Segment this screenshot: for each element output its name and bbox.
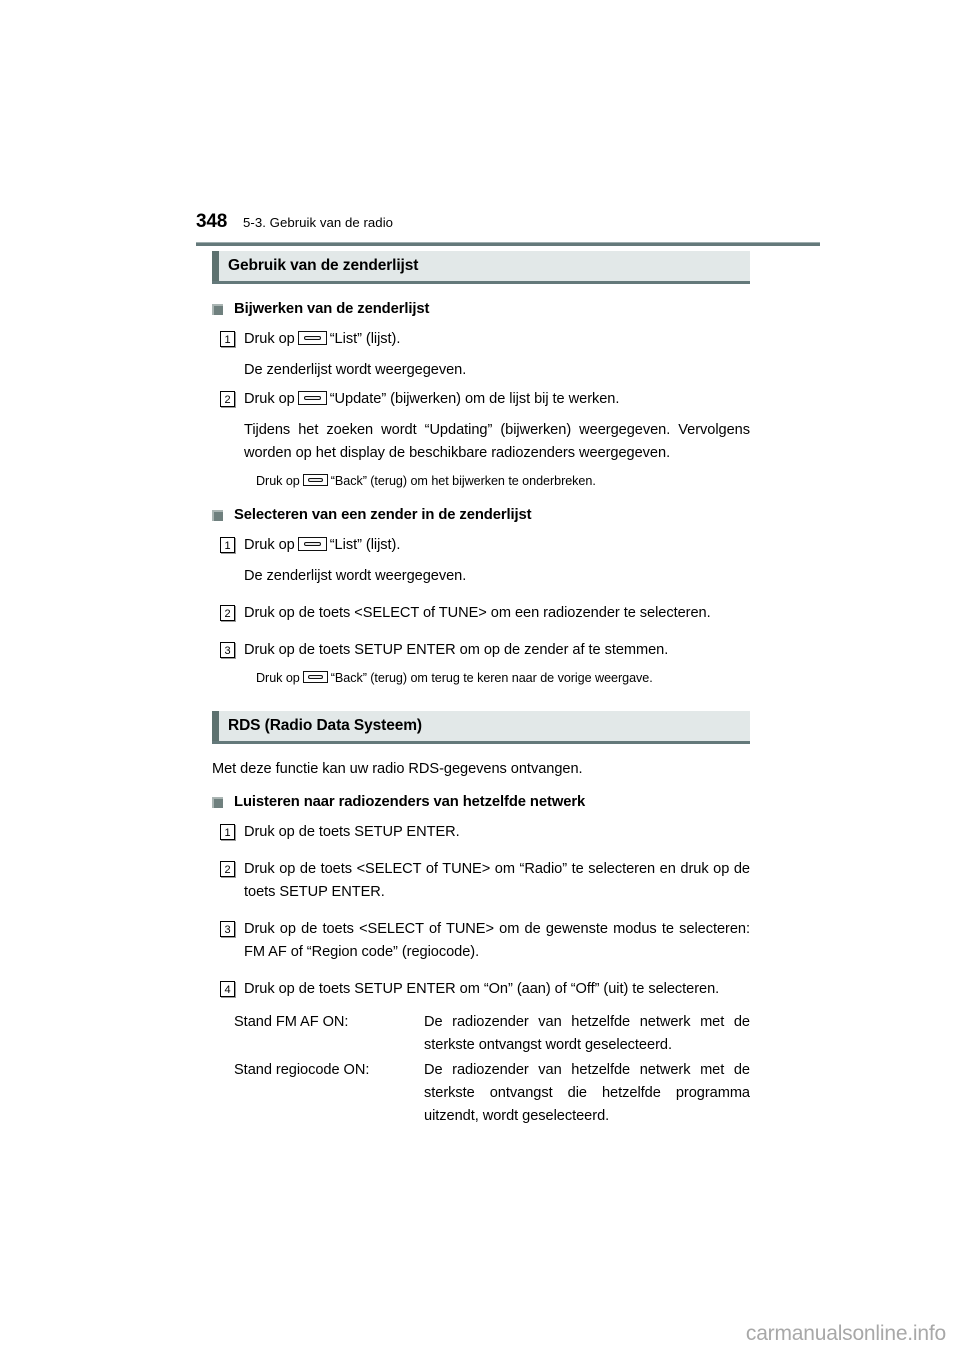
step-item (212, 534, 750, 557)
step-text: Druk op de toets SETUP ENTER. (244, 824, 460, 840)
step-number-badge: 4 (220, 981, 235, 997)
definition-description: De radiozender van hetzelfde netwerk met de sterkste ontvangst wordt geselecteerd. (424, 1014, 750, 1053)
step-text-before: Druk op (244, 331, 295, 347)
square-bullet-icon (212, 304, 223, 315)
mode-definition-list (212, 1011, 750, 1128)
note-text-before: Druk op (256, 671, 300, 685)
section-title: Gebruik van de zenderlijst (228, 257, 419, 274)
definition-term: Stand regiocode ON: (234, 1062, 370, 1078)
subheading-label: Luisteren naar radiozenders van hetzelfde netwerk (234, 794, 586, 810)
step-number-badge: 2 (220, 391, 235, 407)
step-text: Druk op de toets <SELECT of TUNE> om de gewenste modus te selecteren: FM AF of “Region code” (regiocode). (244, 921, 750, 960)
subheading-bijwerken (212, 298, 750, 320)
page-content (212, 251, 750, 1130)
step-item (212, 328, 750, 351)
hardware-button-icon (298, 537, 327, 551)
step-note-back-vorige-weergave (212, 668, 750, 689)
header-divider-rule (196, 242, 820, 246)
step-text-after: “List” (lijst). (329, 537, 401, 553)
step-item (212, 978, 750, 1001)
definition-description: De radiozender van hetzelfde netwerk met de sterkste ontvangst die hetzelfde programma uitzendt, wordt geselecteerd. (424, 1062, 750, 1124)
step-text-before: Druk op (244, 391, 295, 407)
subheading-luisteren (212, 791, 750, 813)
step-item (212, 388, 750, 411)
step-item (212, 821, 750, 844)
step-number-badge: 1 (220, 824, 235, 840)
section-header-rds (212, 711, 750, 744)
step-item (212, 858, 750, 904)
step-text: Druk op de toets <SELECT of TUNE> om een radiozender te selecteren. (244, 605, 711, 621)
page-number: 348 (196, 211, 228, 232)
subheading-selecteren (212, 504, 750, 526)
step-text-before: Druk op (244, 537, 295, 553)
note-text-after: “Back” (terug) om terug te keren naar de vorige weergave. (330, 671, 653, 685)
hardware-button-icon (298, 331, 327, 345)
step-text-after: “List” (lijst). (329, 331, 401, 347)
step-item (212, 602, 750, 625)
subheading-label: Bijwerken van de zenderlijst (234, 301, 430, 317)
step-number-badge: 1 (220, 331, 235, 347)
square-bullet-icon (212, 797, 223, 808)
definition-row (234, 1059, 750, 1128)
note-text-before: Druk op (256, 474, 300, 488)
step-number-badge: 2 (220, 605, 235, 621)
step-text: Druk op de toets SETUP ENTER om op de zender af te stemmen. (244, 642, 669, 658)
square-bullet-icon (212, 510, 223, 521)
step-note-updating: Tijdens het zoeken wordt “Updating” (bijwerken) weergegeven. Vervolgens worden op het display de beschikbare radiozenders weergegeven. (244, 422, 750, 461)
section-tab-marker (212, 251, 219, 281)
step-note-zenderlijst-weergegeven: De zenderlijst wordt weergegeven. (244, 362, 467, 378)
step-item (212, 639, 750, 662)
step-number-badge: 3 (220, 642, 235, 658)
step-number-badge: 2 (220, 861, 235, 877)
section-intro-text: Met deze functie kan uw radio RDS-gegevens ontvangen. (212, 761, 583, 777)
hardware-button-icon (303, 474, 328, 486)
hardware-button-icon (303, 671, 328, 683)
section-tab-marker (212, 711, 219, 741)
section-header-zenderlijst (212, 251, 750, 284)
step-number-badge: 1 (220, 537, 235, 553)
step-text: Druk op de toets SETUP ENTER om “On” (aan) of “Off” (uit) te selecteren. (244, 981, 720, 997)
site-watermark: carmanualsonline.info (745, 1322, 946, 1345)
definition-row (234, 1011, 750, 1057)
page-running-header (196, 210, 820, 242)
section-title: RDS (Radio Data Systeem) (228, 717, 422, 734)
step-note-zenderlijst-weergegeven: De zenderlijst wordt weergegeven. (244, 568, 467, 584)
step-number-badge: 3 (220, 921, 235, 937)
hardware-button-icon (298, 391, 327, 405)
step-text-after: “Update” (bijwerken) om de lijst bij te werken. (329, 391, 620, 407)
subheading-label: Selecteren van een zender in de zenderlijst (234, 507, 532, 523)
step-item (212, 918, 750, 964)
note-text-after: “Back” (terug) om het bijwerken te onderbreken. (330, 474, 596, 488)
definition-term: Stand FM AF ON: (234, 1014, 349, 1030)
chapter-title: 5-3. Gebruik van de radio (243, 215, 394, 230)
step-note-back-onderbreken (212, 471, 750, 492)
step-text: Druk op de toets <SELECT of TUNE> om “Radio” te selecteren en druk op de toets SETUP ENTER. (244, 861, 750, 900)
